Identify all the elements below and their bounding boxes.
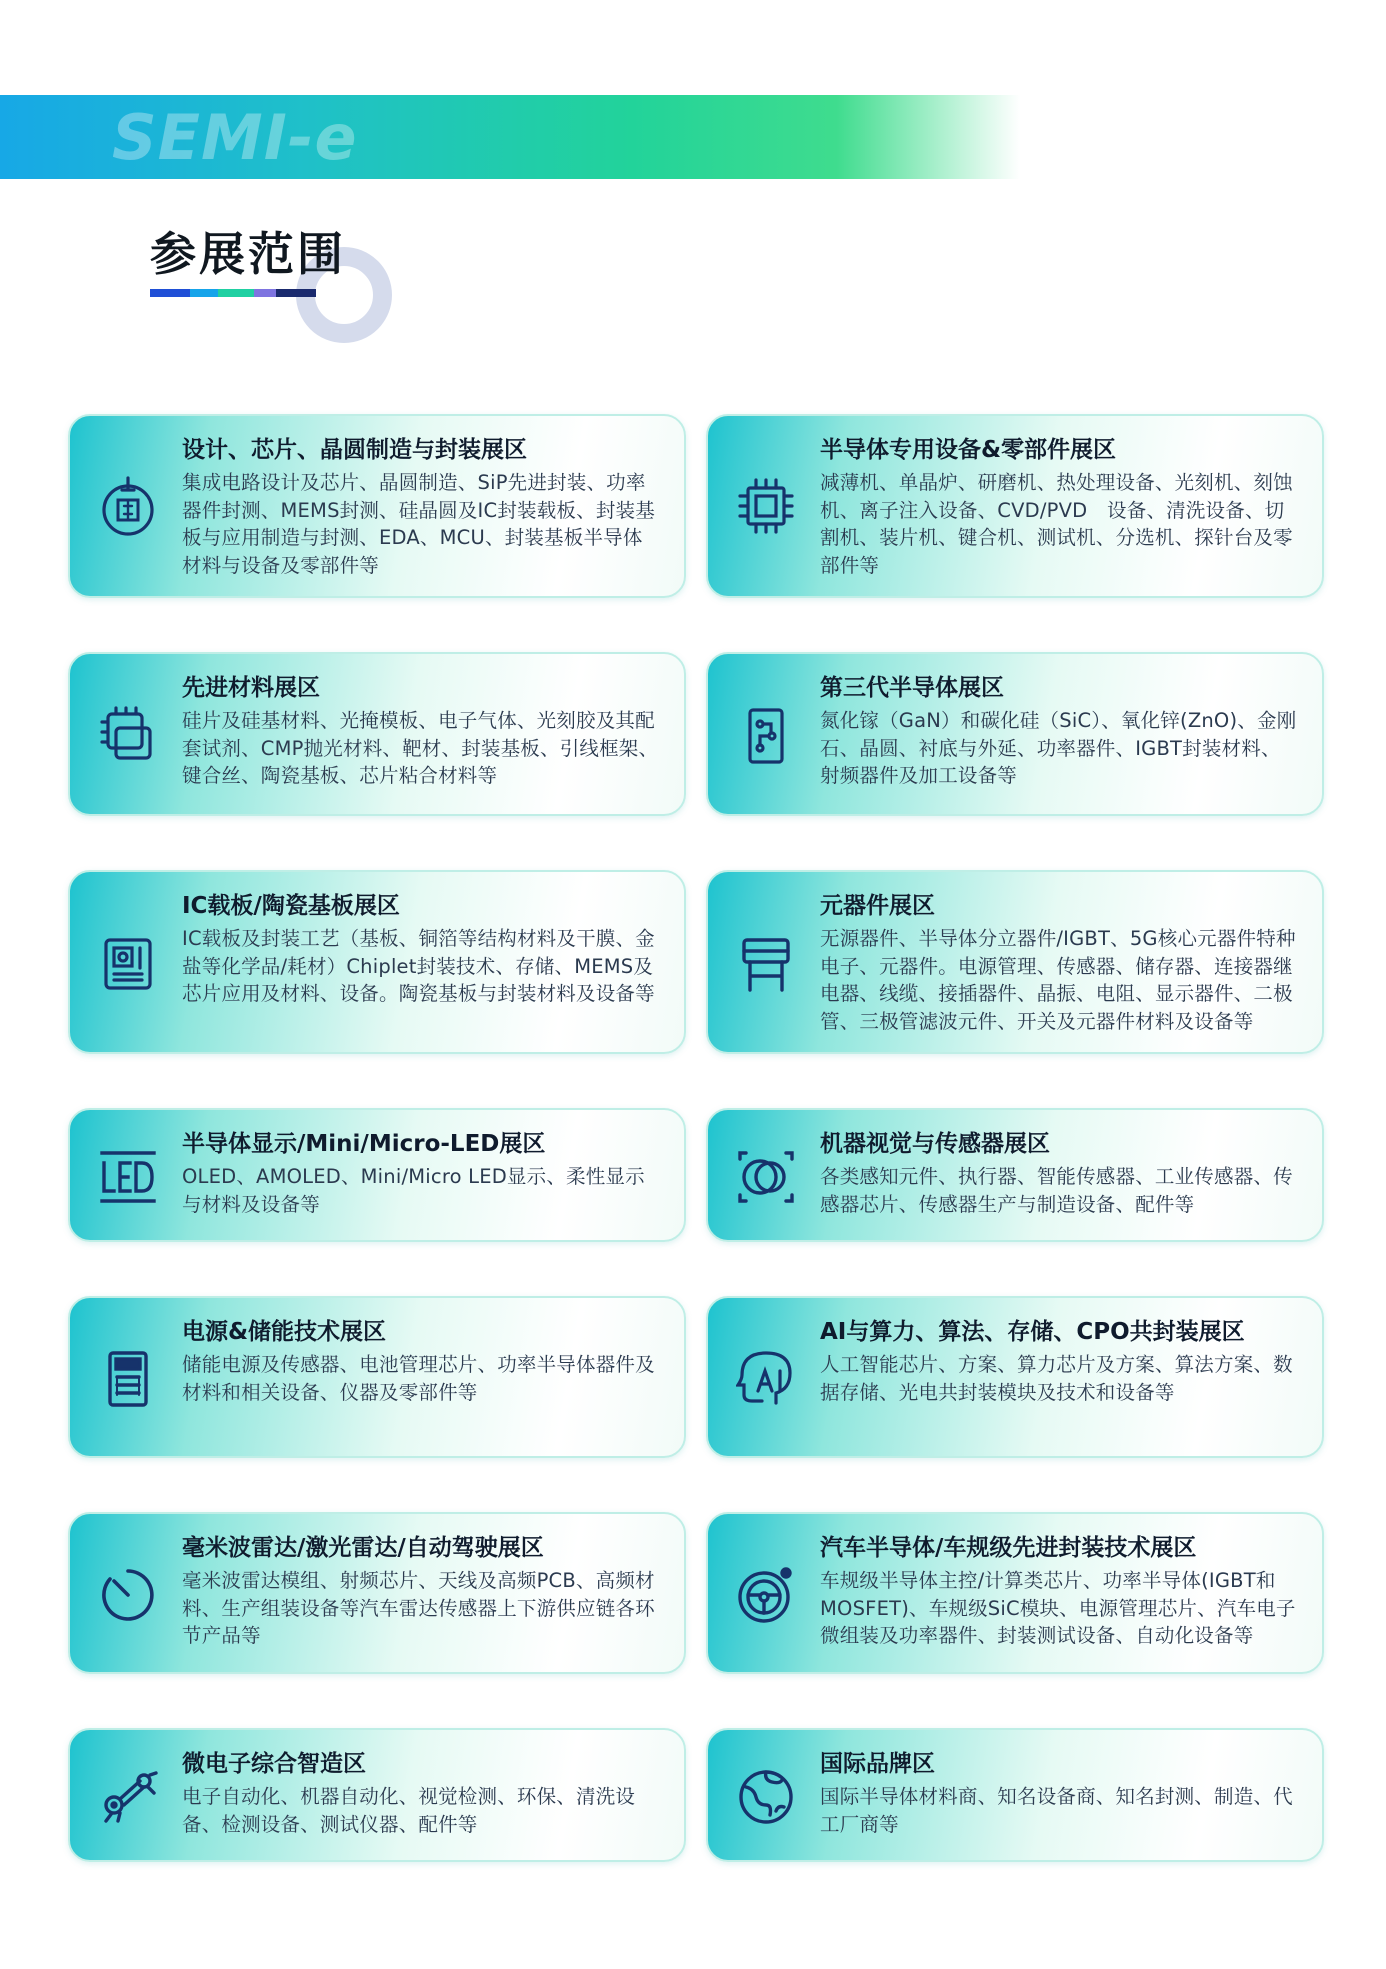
page-title: 参展范围 bbox=[150, 227, 346, 281]
title-underline bbox=[150, 289, 316, 297]
card-description: 人工智能芯片、方案、算力芯片及方案、算法方案、数据存储、光电共封装模块及技术和设备等 bbox=[820, 1353, 1293, 1404]
card-description: 车规级半导体主控/计算类芯片、功率半导体(IGBT和MOSFET)、车规级SiC模块、电源管理芯片、汽车电子微组装及功率器件、封装测试设备、自动化设备等 bbox=[820, 1569, 1296, 1647]
radar-icon bbox=[98, 1565, 158, 1625]
exhibit-area-card[interactable] bbox=[706, 1108, 1324, 1242]
led-icon bbox=[98, 1147, 158, 1207]
card-description: 减薄机、单晶炉、研磨机、热处理设备、光刻机、刻蚀机、离子注入设备、CVD/PVD 设备、清洗设备、切割机、装片机、键合机、测试机、分选机、探针台及零部件等 bbox=[820, 471, 1293, 577]
wafer-chip-icon bbox=[98, 476, 158, 536]
ic-substrate-icon bbox=[98, 934, 158, 994]
card-description: 电子自动化、机器自动化、视觉检测、环保、清洗设备、检测设备、测试仪器、配件等 bbox=[182, 1785, 636, 1836]
robot-arm-icon bbox=[98, 1767, 158, 1827]
card-description: 硅片及硅基材料、光掩模板、电子气体、光刻胶及其配套试剂、CMP抛光材料、靶材、封装基板、引线框架、键合丝、陶瓷基板、芯片粘合材料等 bbox=[182, 709, 659, 787]
steering-wheel-icon bbox=[736, 1565, 796, 1625]
underline-segment bbox=[276, 289, 316, 297]
ups-battery-icon bbox=[98, 1349, 158, 1409]
exhibit-area-card[interactable] bbox=[706, 652, 1324, 816]
card-title: 设计、芯片、晶圆制造与封装展区 bbox=[182, 437, 527, 463]
card-description: IC载板及封装工艺（基板、铜箔等结构材料及干膜、金盐等化学品/耗材）Chiplet封装技术、存储、MEMS及芯片应用及材料、设备。陶瓷基板与封装材料及设备等 bbox=[182, 927, 655, 1005]
card-description: 国际半导体材料商、知名设备商、知名封测、制造、代工厂商等 bbox=[820, 1785, 1293, 1836]
card-description: 各类感知元件、执行器、智能传感器、工业传感器、传感器芯片、传感器生产与制造设备、配件等 bbox=[820, 1165, 1293, 1216]
card-title: 先进材料展区 bbox=[182, 675, 320, 701]
card-title: 国际品牌区 bbox=[820, 1751, 935, 1777]
card-title: 电源&储能技术展区 bbox=[182, 1319, 387, 1345]
card-description: 氮化镓（GaN）和碳化硅（SiC）、氧化锌(ZnO)、金刚石、晶圆、衬底与外延、功率器件、IGBT封装材料、射频器件及加工设备等 bbox=[820, 709, 1297, 787]
processor-icon bbox=[736, 476, 796, 536]
exhibit-area-card[interactable] bbox=[706, 1296, 1324, 1458]
card-description: 毫米波雷达模组、射频芯片、天线及高频PCB、高频材料、生产组装设备等汽车雷达传感器上下游供应链各环节产品等 bbox=[182, 1569, 655, 1647]
card-description: 集成电路设计及芯片、晶圆制造、SiP先进封装、功率器件封测、MEMS封测、硅晶圆及IC封装载板、封装基板与应用制造与封测、EDA、MCU、封装基板半导体材料与设备及零部件等 bbox=[182, 471, 655, 577]
underline-segment bbox=[150, 289, 190, 297]
exhibit-area-card[interactable] bbox=[68, 1296, 686, 1458]
exhibit-area-card[interactable] bbox=[68, 1512, 686, 1674]
card-title: 机器视觉与传感器展区 bbox=[820, 1131, 1050, 1157]
card-title: 半导体显示/Mini/Micro-LED展区 bbox=[182, 1131, 546, 1157]
underline-segment bbox=[218, 289, 254, 297]
exhibit-area-card[interactable] bbox=[68, 1728, 686, 1862]
exhibit-area-card[interactable] bbox=[68, 870, 686, 1054]
card-description: 无源器件、半导体分立器件/IGBT、5G核心元器件特种电子、元器件。电源管理、传感器、储存器、连接器继电器、线缆、接插器件、晶振、电阻、显示器件、二极管、三极管滤波元件、开关及元器件材料及设备等 bbox=[820, 927, 1296, 1033]
chip-material-icon bbox=[98, 706, 158, 766]
exhibit-area-card[interactable] bbox=[706, 414, 1324, 598]
card-title: 元器件展区 bbox=[820, 893, 935, 919]
underline-segment bbox=[254, 289, 276, 297]
exhibit-area-card[interactable] bbox=[68, 1108, 686, 1242]
semi-e-logo: SEMI-e bbox=[112, 101, 358, 174]
card-title: 第三代半导体展区 bbox=[820, 675, 1004, 701]
ai-head-icon bbox=[736, 1349, 796, 1409]
component-icon bbox=[736, 934, 796, 994]
card-description: 储能电源及传感器、电池管理芯片、功率半导体器件及材料和相关设备、仪器及零部件等 bbox=[182, 1353, 655, 1404]
card-title: AI与算力、算法、存储、CPO共封装展区 bbox=[820, 1319, 1245, 1345]
underline-segment bbox=[190, 289, 218, 297]
card-title: 半导体专用设备&零部件展区 bbox=[820, 437, 1117, 463]
card-title: IC载板/陶瓷基板展区 bbox=[182, 893, 400, 919]
exhibit-area-card[interactable] bbox=[706, 1512, 1324, 1674]
circuit-board-icon bbox=[736, 706, 796, 766]
card-title: 毫米波雷达/激光雷达/自动驾驶展区 bbox=[182, 1535, 544, 1561]
card-title: 汽车半导体/车规级先进封装技术展区 bbox=[820, 1535, 1197, 1561]
card-title: 微电子综合智造区 bbox=[182, 1751, 366, 1777]
exhibit-area-card[interactable] bbox=[706, 1728, 1324, 1862]
vision-sensor-icon bbox=[736, 1147, 796, 1207]
header-banner bbox=[0, 95, 1020, 179]
exhibit-area-card[interactable] bbox=[68, 414, 686, 598]
exhibit-area-card[interactable] bbox=[68, 652, 686, 816]
globe-icon bbox=[736, 1767, 796, 1827]
card-description: OLED、AMOLED、Mini/Micro LED显示、柔性显示与材料及设备等 bbox=[182, 1165, 645, 1216]
exhibit-area-card[interactable] bbox=[706, 870, 1324, 1054]
